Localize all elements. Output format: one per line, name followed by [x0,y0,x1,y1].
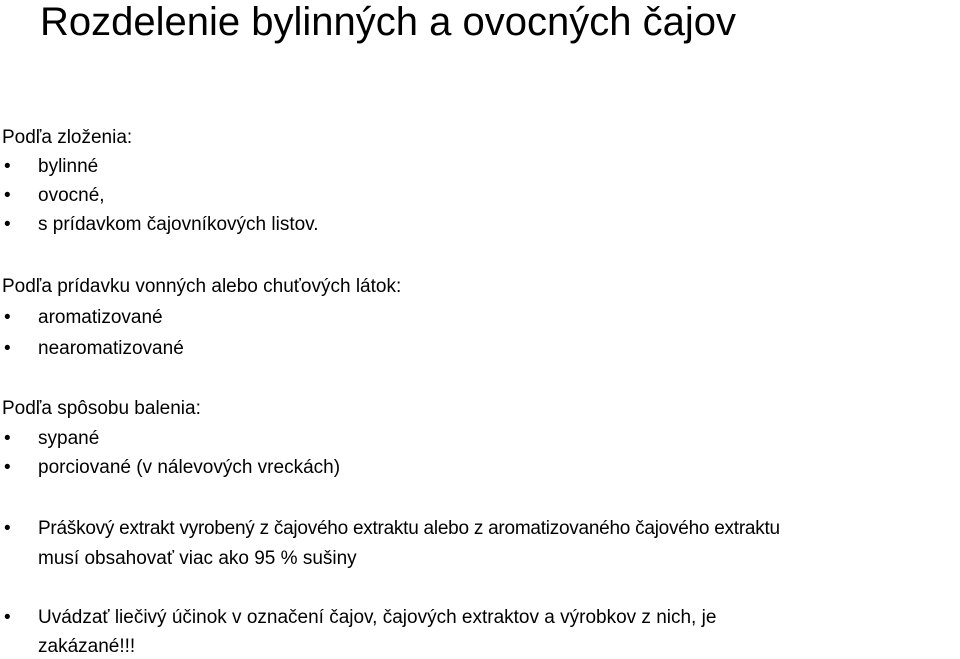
bullet-icon: • [4,338,11,359]
note-line: musí obsahovať viac ako 95 % sušiny [38,548,357,569]
bullet-icon: • [4,156,11,177]
bullet-icon: • [4,185,11,206]
bullet-icon: • [4,307,11,328]
list-item-label: ovocné, [38,185,105,206]
list-item-label: bylinné [38,156,99,177]
bullet-icon: • [4,607,11,628]
list-item-label: nearomatizované [38,338,184,359]
flavoring-heading: Podľa prídavku vonných alebo chuťových látok: [2,276,402,297]
list-item-label: aromatizované [38,307,163,328]
packaging-heading: Podľa spôsobu balenia: [2,398,201,419]
note-line: Uvádzať liečivý účinok v označení čajov, čajových extraktov a výrobkov z nich, je [38,607,717,628]
list-item-label: sypané [38,428,100,449]
bullet-icon: • [4,428,11,449]
note-line: Práškový extrakt vyrobený z čajového extraktu alebo z aromatizovaného čajového extraktu [38,518,780,539]
page-title: Rozdelenie bylinných a ovocných čajov [40,0,736,44]
bullet-icon: • [4,457,11,478]
list-item-label: porciované (v nálevových vreckách) [38,457,341,478]
bullet-icon: • [4,518,11,539]
composition-heading: Podľa zloženia: [2,127,133,148]
note-line: zakázané!!! [38,636,136,657]
list-item-label: s prídavkom čajovníkových listov. [38,214,319,235]
bullet-icon: • [4,214,11,235]
